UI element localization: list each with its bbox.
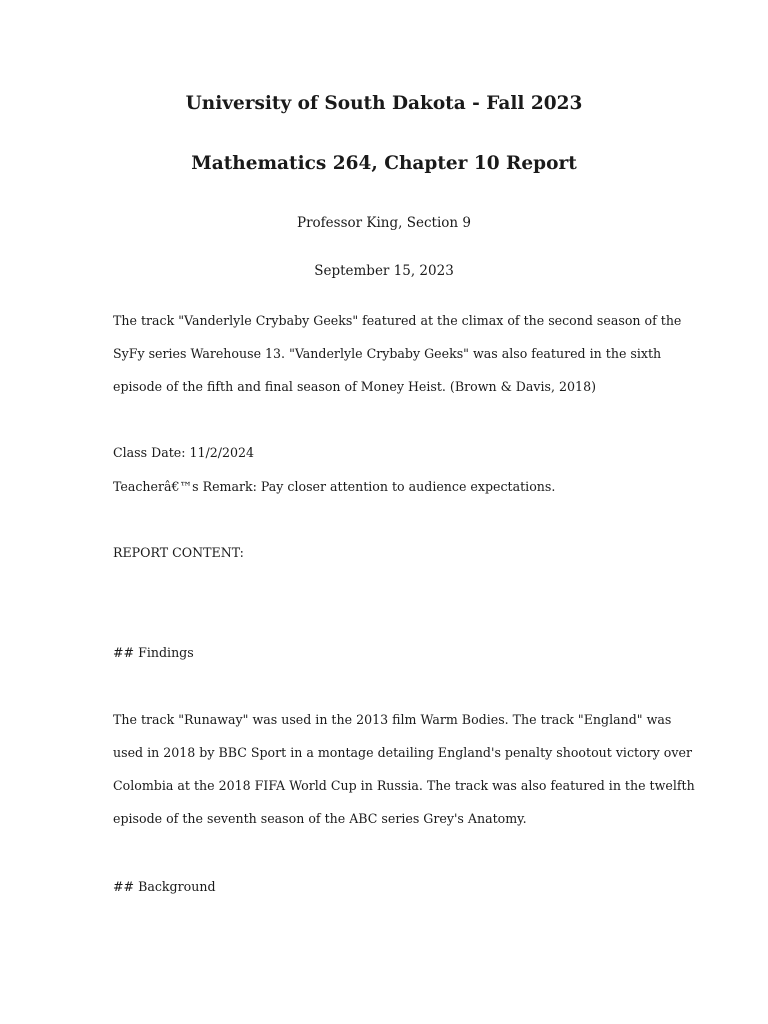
background-heading: ## Background — [113, 879, 216, 894]
university-title: University of South Dakota - Fall 2023 — [185, 93, 583, 114]
findings-line: used in 2018 by BBC Sport in a montage detailing England's penalty shootout victory over — [113, 745, 692, 760]
findings-paragraph — [113, 703, 695, 835]
findings-line: Colombia at the 2018 FIFA World Cup in Russia. The track was also featured in the twelfth — [113, 778, 695, 793]
findings-heading: ## Findings — [113, 645, 194, 660]
report-content-label: REPORT CONTENT: — [113, 545, 244, 560]
professor-line: Professor King, Section 9 — [297, 215, 471, 231]
intro-line: episode of the fifth and final season of Money Heist. (Brown & Davis, 2018) — [113, 379, 596, 394]
report-date: September 15, 2023 — [314, 263, 454, 279]
findings-line: The track "Runaway" was used in the 2013 film Warm Bodies. The track "England" was — [113, 712, 672, 727]
intro-paragraph — [113, 304, 682, 403]
intro-line: The track "Vanderlyle Crybaby Geeks" featured at the climax of the second season of the — [113, 313, 682, 328]
class-date: Class Date: 11/2/2024 — [113, 445, 255, 460]
teacher-remark: Teacherâ€™s Remark: Pay closer attention to audience expectations. — [113, 479, 556, 494]
report-title: Mathematics 264, Chapter 10 Report — [191, 153, 577, 174]
findings-line: episode of the seventh season of the ABC series Grey's Anatomy. — [113, 811, 527, 826]
intro-line: SyFy series Warehouse 13. "Vanderlyle Crybaby Geeks" was also featured in the sixth — [113, 346, 662, 361]
